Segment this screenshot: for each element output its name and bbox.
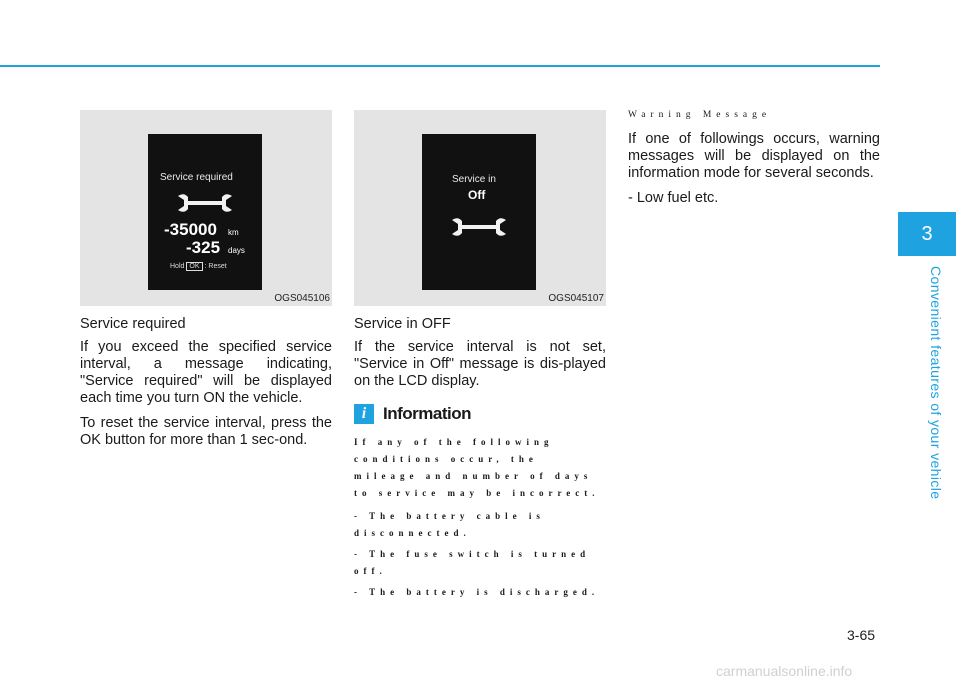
days-value: -325 bbox=[186, 238, 221, 257]
chapter-tab bbox=[898, 212, 956, 256]
lcd-title: Service in bbox=[452, 174, 496, 185]
figure-code: OGS045106 bbox=[274, 293, 330, 304]
warning-message-section bbox=[628, 110, 880, 215]
figure-code: OGS045107 bbox=[548, 293, 604, 304]
service-off-figure bbox=[354, 110, 606, 306]
hold-label: Hold bbox=[170, 263, 185, 270]
service-off-section bbox=[354, 316, 606, 605]
lcd-display bbox=[422, 134, 536, 290]
distance-value: -35000 bbox=[164, 220, 217, 239]
lcd-title: Service required bbox=[160, 172, 233, 183]
list-item: - The fuse switch is turned off. bbox=[354, 549, 591, 576]
lcd-value: Off bbox=[468, 188, 486, 202]
service-required-section bbox=[80, 316, 332, 457]
list-item: - The battery is discharged. bbox=[354, 587, 600, 597]
reset-label: : Reset bbox=[204, 263, 227, 270]
wrench-icon bbox=[450, 216, 508, 238]
section-heading: Service in OFF bbox=[354, 316, 451, 332]
chapter-number: 3 bbox=[921, 223, 933, 245]
paragraph: If the service interval is not set, "Service in Off" message is dis-played on the LCD display. bbox=[354, 339, 606, 389]
chapter-title: Convenient features of your vehicle bbox=[928, 266, 944, 500]
info-icon: i bbox=[354, 404, 374, 424]
paragraph: If you exceed the specified service interval, a message indicating, "Service required" will be displayed each time you turn ON the vehicle. bbox=[80, 339, 332, 406]
list-item: - Low fuel etc. bbox=[628, 190, 719, 206]
reset-hint bbox=[170, 262, 227, 271]
days-unit: days bbox=[228, 246, 245, 255]
watermark: carmanualsonline.info bbox=[716, 663, 853, 679]
service-required-figure bbox=[80, 110, 332, 306]
distance-unit: km bbox=[228, 228, 239, 237]
section-heading: Warning Message bbox=[628, 110, 772, 120]
list-item: - The battery cable is disconnected. bbox=[354, 511, 545, 538]
page-number: 3-65 bbox=[847, 627, 876, 643]
paragraph: If one of followings occurs, warning messages will be displayed on the information mode for several seconds. bbox=[628, 131, 880, 181]
section-heading: Service required bbox=[80, 316, 186, 332]
top-rule bbox=[0, 65, 880, 67]
ok-key: OK bbox=[186, 262, 202, 271]
information-header bbox=[354, 404, 606, 424]
information-intro: If any of the following conditions occur, the mileage and number of days to service may be incorrect. bbox=[354, 437, 600, 498]
information-title: Information bbox=[383, 404, 471, 423]
lcd-display bbox=[148, 134, 262, 290]
wrench-icon bbox=[176, 192, 234, 214]
paragraph: To reset the service interval, press the OK button for more than 1 sec-ond. bbox=[80, 415, 332, 448]
information-box bbox=[354, 434, 606, 601]
